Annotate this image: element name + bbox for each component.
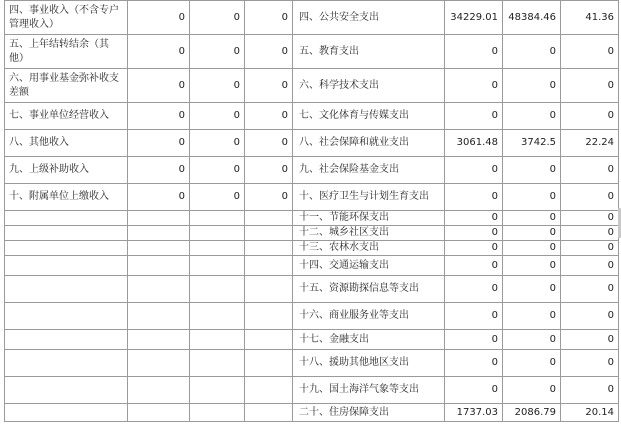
income-item-label: [5, 404, 128, 422]
table-row: [5, 330, 619, 350]
income-value-cell: 0: [245, 184, 293, 211]
table-row: [5, 303, 619, 330]
income-value-cell: 0: [128, 157, 190, 184]
income-item-label: [5, 211, 128, 226]
expense-value-cell: 3742.5: [503, 130, 561, 157]
income-item-label: [5, 276, 128, 303]
expense-value-cell: 0: [445, 256, 503, 276]
expense-value-cell: 0: [561, 303, 619, 330]
expense-value-cell: 0: [445, 103, 503, 130]
expense-value-cell: 0: [503, 184, 561, 211]
expense-value-cell: 0: [503, 350, 561, 377]
expense-value-cell: 0: [503, 241, 561, 256]
income-item-label: [5, 241, 128, 256]
income-value-cell: [245, 303, 293, 330]
expense-item-label: 九、社会保险基金支出: [293, 157, 445, 184]
income-value-cell: [128, 303, 190, 330]
expense-item-label: 二十、住房保障支出: [293, 404, 445, 422]
expense-value-cell: 0: [445, 184, 503, 211]
table-row: [5, 157, 619, 184]
expense-value-cell: 1737.03: [445, 404, 503, 422]
income-value-cell: 0: [245, 103, 293, 130]
table-row: [5, 404, 619, 422]
table-row: [5, 241, 619, 256]
expense-value-cell: 0: [445, 35, 503, 69]
expense-value-cell: 41.36: [561, 1, 619, 35]
expense-value-cell: 0: [561, 103, 619, 130]
expense-item-label: 六、科学技术支出: [293, 69, 445, 103]
expense-item-label: 十四、交通运输支出: [293, 256, 445, 276]
income-item-label: [5, 330, 128, 350]
expense-value-cell: 0: [561, 69, 619, 103]
table-row: [5, 350, 619, 377]
expense-value-cell: 0: [445, 330, 503, 350]
expense-item-label: 十二、城乡社区支出: [293, 226, 445, 241]
income-value-cell: [245, 211, 293, 226]
expense-value-cell: 0: [445, 226, 503, 241]
income-value-cell: 0: [245, 130, 293, 157]
income-value-cell: [245, 330, 293, 350]
expense-value-cell: 48384.46: [503, 1, 561, 35]
income-value-cell: [245, 226, 293, 241]
expense-value-cell: 0: [445, 303, 503, 330]
income-value-cell: [245, 377, 293, 404]
expense-value-cell: 0: [561, 377, 619, 404]
expense-value-cell: 20.14: [561, 404, 619, 422]
table-row: [5, 35, 619, 69]
income-value-cell: 0: [245, 157, 293, 184]
expense-item-label: 十三、农林水支出: [293, 241, 445, 256]
expense-item-label: 十九、国土海洋气象等支出: [293, 377, 445, 404]
table-body: [5, 1, 619, 422]
expense-value-cell: 0: [503, 157, 561, 184]
income-value-cell: [128, 226, 190, 241]
income-value-cell: [190, 226, 245, 241]
income-value-cell: 0: [245, 69, 293, 103]
income-item-label: [5, 226, 128, 241]
expense-value-cell: 0: [561, 276, 619, 303]
expense-item-label: 十一、节能环保支出: [293, 211, 445, 226]
income-value-cell: [190, 330, 245, 350]
table-row: [5, 1, 619, 35]
income-item-label: [5, 256, 128, 276]
expense-item-label: 十七、金融支出: [293, 330, 445, 350]
expense-value-cell: 0: [561, 211, 619, 226]
expense-value-cell: 0: [561, 157, 619, 184]
expense-item-label: 十五、资源勘探信息等支出: [293, 276, 445, 303]
expense-item-label: 五、教育支出: [293, 35, 445, 69]
expense-value-cell: 0: [503, 377, 561, 404]
income-item-label: [5, 377, 128, 404]
table-row: [5, 377, 619, 404]
budget-table: [4, 0, 619, 422]
expense-value-cell: 0: [503, 276, 561, 303]
income-value-cell: [245, 256, 293, 276]
expense-value-cell: 3061.48: [445, 130, 503, 157]
table-row: [5, 276, 619, 303]
income-item-label: [5, 350, 128, 377]
income-value-cell: [190, 256, 245, 276]
expense-value-cell: 0: [561, 226, 619, 241]
income-value-cell: 0: [128, 35, 190, 69]
income-item-label: 九、上级补助收入: [5, 157, 128, 184]
income-value-cell: [190, 350, 245, 377]
expense-value-cell: 0: [503, 103, 561, 130]
table-row: [5, 69, 619, 103]
income-value-cell: 0: [190, 103, 245, 130]
expense-item-label: 十六、商业服务业等支出: [293, 303, 445, 330]
table-row: [5, 184, 619, 211]
income-value-cell: [128, 276, 190, 303]
income-item-label: 四、事业收入（不含专户管理收入）: [5, 1, 128, 35]
income-value-cell: [190, 303, 245, 330]
income-value-cell: [190, 211, 245, 226]
income-value-cell: 0: [128, 1, 190, 35]
income-value-cell: 0: [190, 69, 245, 103]
expense-value-cell: 0: [503, 256, 561, 276]
income-value-cell: 0: [128, 103, 190, 130]
income-value-cell: [245, 404, 293, 422]
expense-value-cell: 0: [445, 69, 503, 103]
table-row: [5, 211, 619, 226]
expense-value-cell: 0: [445, 241, 503, 256]
expense-value-cell: 0: [445, 157, 503, 184]
expense-value-cell: 0: [503, 330, 561, 350]
expense-value-cell: 0: [445, 350, 503, 377]
table-row: [5, 130, 619, 157]
expense-value-cell: 0: [445, 377, 503, 404]
income-value-cell: [128, 256, 190, 276]
income-value-cell: [245, 276, 293, 303]
income-value-cell: [245, 241, 293, 256]
expense-value-cell: 0: [503, 69, 561, 103]
expense-item-label: 十八、援助其他地区支出: [293, 350, 445, 377]
expense-value-cell: 34229.01: [445, 1, 503, 35]
income-value-cell: [245, 350, 293, 377]
expense-value-cell: 0: [445, 276, 503, 303]
expense-value-cell: 0: [561, 256, 619, 276]
expense-value-cell: 0: [445, 211, 503, 226]
table-row: [5, 256, 619, 276]
expense-value-cell: 0: [561, 241, 619, 256]
income-value-cell: 0: [128, 130, 190, 157]
income-value-cell: 0: [245, 35, 293, 69]
income-value-cell: [128, 350, 190, 377]
income-value-cell: [128, 404, 190, 422]
income-value-cell: [128, 211, 190, 226]
income-value-cell: [128, 330, 190, 350]
expense-value-cell: 0: [503, 303, 561, 330]
income-value-cell: 0: [128, 184, 190, 211]
expense-value-cell: 2086.79: [503, 404, 561, 422]
income-item-label: 八、其他收入: [5, 130, 128, 157]
income-value-cell: [190, 241, 245, 256]
expense-value-cell: 22.24: [561, 130, 619, 157]
expense-item-label: 八、社会保障和就业支出: [293, 130, 445, 157]
income-item-label: 六、用事业基金弥补收支差额: [5, 69, 128, 103]
table-row: [5, 226, 619, 241]
expense-value-cell: 0: [503, 226, 561, 241]
income-value-cell: 0: [190, 35, 245, 69]
income-value-cell: 0: [190, 184, 245, 211]
expense-value-cell: 0: [561, 184, 619, 211]
income-item-label: 十、附属单位上缴收入: [5, 184, 128, 211]
expense-item-label: 四、公共安全支出: [293, 1, 445, 35]
income-value-cell: [190, 377, 245, 404]
expense-value-cell: 0: [561, 350, 619, 377]
income-value-cell: [190, 404, 245, 422]
income-value-cell: 0: [245, 1, 293, 35]
income-value-cell: [128, 377, 190, 404]
expense-value-cell: 0: [561, 35, 619, 69]
expense-value-cell: 0: [503, 35, 561, 69]
expense-item-label: 七、文化体育与传媒支出: [293, 103, 445, 130]
income-value-cell: [190, 276, 245, 303]
income-value-cell: 0: [128, 69, 190, 103]
income-value-cell: 0: [190, 130, 245, 157]
expense-value-cell: 0: [503, 211, 561, 226]
income-item-label: [5, 303, 128, 330]
income-item-label: 七、事业单位经营收入: [5, 103, 128, 130]
income-value-cell: 0: [190, 157, 245, 184]
table-row: [5, 103, 619, 130]
income-value-cell: [128, 241, 190, 256]
income-value-cell: 0: [190, 1, 245, 35]
income-item-label: 五、上年结转结余（其他）: [5, 35, 128, 69]
expense-value-cell: 0: [561, 330, 619, 350]
expense-item-label: 十、医疗卫生与计划生育支出: [293, 184, 445, 211]
